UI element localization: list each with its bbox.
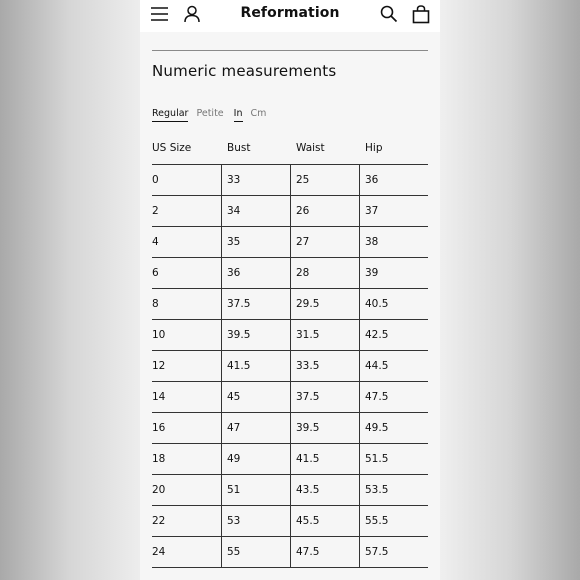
column-header-hip: Hip: [365, 142, 383, 154]
table-row: [152, 537, 428, 568]
cell-hip: 49.5: [359, 413, 428, 443]
toggle-regular[interactable]: Regular: [152, 108, 188, 122]
cell-hip: 38: [359, 227, 428, 257]
cell-hip: 53.5: [359, 475, 428, 505]
table-body: [152, 165, 428, 568]
cell-size: 0: [152, 174, 159, 186]
cell-waist: 47.5: [290, 537, 359, 567]
table-row: [152, 444, 428, 475]
cell-waist: 41.5: [290, 444, 359, 474]
cell-hip: 47.5: [359, 382, 428, 412]
cell-hip: 37: [359, 196, 428, 226]
cell-hip: 55.5: [359, 506, 428, 536]
section-title: Numeric measurements: [152, 62, 337, 80]
cell-bust: 51: [221, 475, 290, 505]
table-row: [152, 351, 428, 382]
cell-bust: 37.5: [221, 289, 290, 319]
table-row: [152, 196, 428, 227]
cell-size: 6: [152, 267, 159, 279]
table-row: [152, 227, 428, 258]
table-row: [152, 289, 428, 320]
cell-bust: 33: [221, 165, 290, 195]
column-header-bust: Bust: [227, 142, 251, 154]
toggle-petite[interactable]: Petite: [196, 108, 224, 119]
section-divider: [152, 50, 428, 51]
cell-bust: 55: [221, 537, 290, 567]
cell-waist: 29.5: [290, 289, 359, 319]
cell-hip: 51.5: [359, 444, 428, 474]
cell-waist: 43.5: [290, 475, 359, 505]
table-row: [152, 165, 428, 196]
cell-waist: 45.5: [290, 506, 359, 536]
cell-size: 24: [152, 546, 166, 558]
cell-hip: 42.5: [359, 320, 428, 350]
cell-waist: 27: [290, 227, 359, 257]
cell-bust: 53: [221, 506, 290, 536]
cell-waist: 26: [290, 196, 359, 226]
table-row: [152, 258, 428, 289]
table-row: [152, 320, 428, 351]
cell-hip: 39: [359, 258, 428, 288]
bag-icon[interactable]: [411, 4, 431, 24]
site-header: [140, 0, 440, 32]
column-header-size: US Size: [152, 142, 192, 154]
cell-size: 8: [152, 298, 159, 310]
cell-size: 16: [152, 422, 166, 434]
search-icon[interactable]: [379, 4, 399, 24]
table-row: [152, 506, 428, 537]
table-header-row: [152, 136, 428, 165]
cell-bust: 35: [221, 227, 290, 257]
toggle-inches[interactable]: In: [234, 108, 243, 122]
cell-waist: 37.5: [290, 382, 359, 412]
cell-hip: 44.5: [359, 351, 428, 381]
cell-hip: 57.5: [359, 537, 428, 567]
cell-bust: 39.5: [221, 320, 290, 350]
cell-waist: 31.5: [290, 320, 359, 350]
cell-bust: 34: [221, 196, 290, 226]
cell-waist: 25: [290, 165, 359, 195]
cell-bust: 47: [221, 413, 290, 443]
cell-bust: 41.5: [221, 351, 290, 381]
cell-bust: 49: [221, 444, 290, 474]
cell-hip: 36: [359, 165, 428, 195]
cell-size: 18: [152, 453, 166, 465]
measurement-toggles: [152, 108, 271, 122]
cell-size: 10: [152, 329, 166, 341]
toggle-cm[interactable]: Cm: [250, 108, 267, 119]
cell-bust: 45: [221, 382, 290, 412]
size-chart-table: [152, 136, 428, 568]
cell-hip: 40.5: [359, 289, 428, 319]
table-row: [152, 413, 428, 444]
cell-size: 12: [152, 360, 166, 372]
brand-logo[interactable]: Reformation: [240, 5, 340, 21]
cell-size: 14: [152, 391, 166, 403]
cell-size: 2: [152, 205, 159, 217]
column-header-waist: Waist: [296, 142, 325, 154]
cell-bust: 36: [221, 258, 290, 288]
cell-size: 22: [152, 515, 166, 527]
cell-waist: 28: [290, 258, 359, 288]
cell-size: 4: [152, 236, 159, 248]
cell-size: 20: [152, 484, 166, 496]
table-row: [152, 382, 428, 413]
phone-screen: [140, 0, 440, 580]
table-row: [152, 475, 428, 506]
cell-waist: 39.5: [290, 413, 359, 443]
cell-waist: 33.5: [290, 351, 359, 381]
